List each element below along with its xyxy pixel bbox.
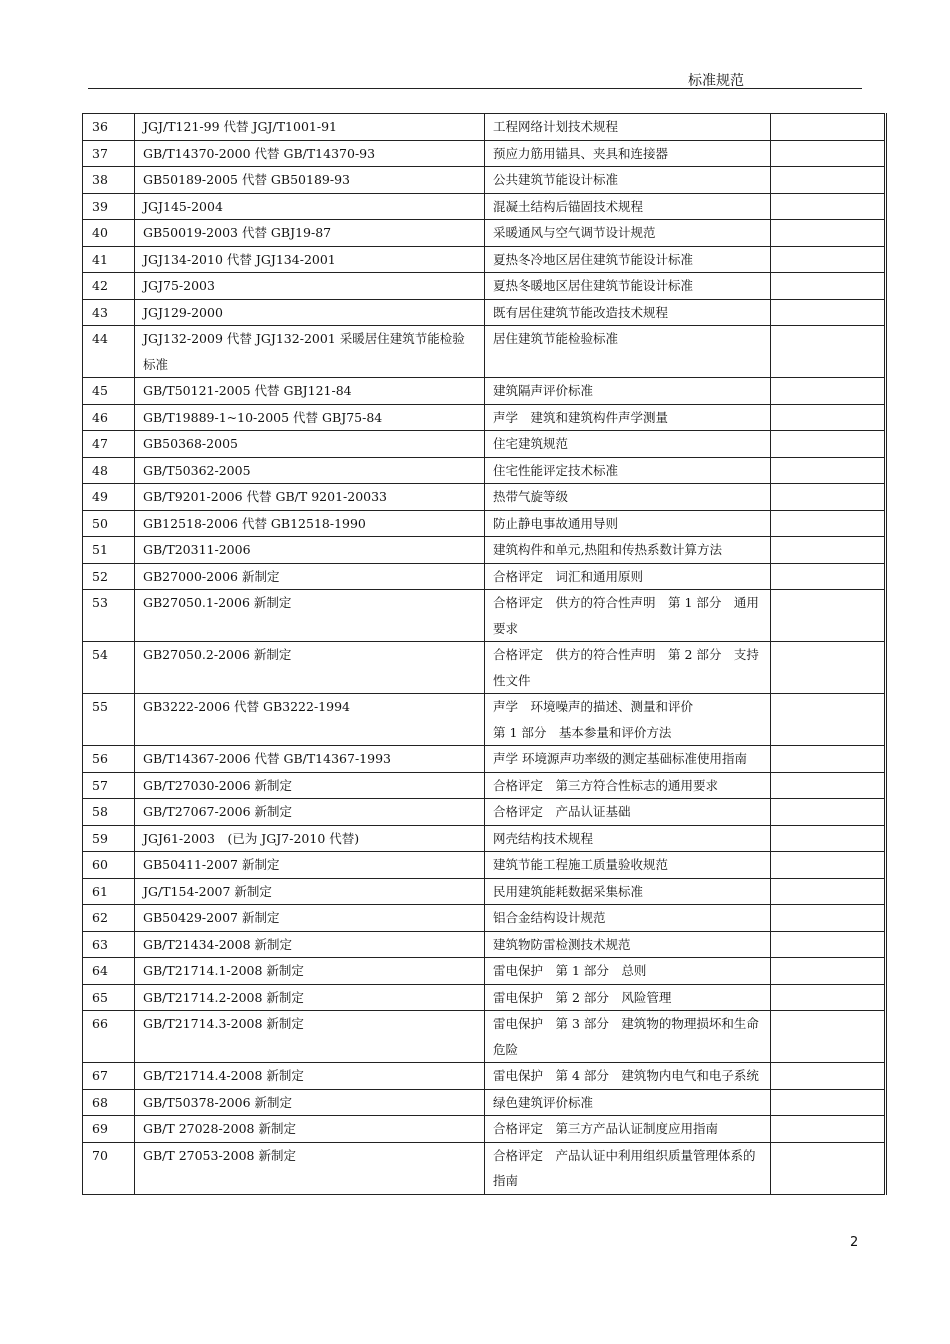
- row-number: 64: [83, 958, 135, 985]
- remarks-cell: [771, 825, 886, 852]
- table-row: [83, 1063, 886, 1090]
- remarks-cell: [771, 140, 886, 167]
- row-number: 38: [83, 167, 135, 194]
- standard-title: [485, 114, 771, 141]
- standard-code: JGJ/T121-99 代替 JGJ/T1001-91: [135, 114, 485, 141]
- row-number: 40: [83, 220, 135, 247]
- standard-code: GB/T9201-2006 代替 GB/T 9201-20033: [135, 484, 485, 511]
- table-row: [83, 220, 886, 247]
- row-number: 68: [83, 1089, 135, 1116]
- remarks-cell: [771, 1063, 886, 1090]
- standard-code: GB/T21434-2008 新制定: [135, 931, 485, 958]
- standard-title-text: 预应力筋用锚具、夹具和连接器: [493, 145, 669, 161]
- remarks-cell: [771, 772, 886, 799]
- standard-title: [485, 1142, 771, 1194]
- table-row: [83, 537, 886, 564]
- remarks-cell: [771, 193, 886, 220]
- row-number: 39: [83, 193, 135, 220]
- table-row: [83, 878, 886, 905]
- standard-title: [485, 984, 771, 1011]
- remarks-cell: [771, 931, 886, 958]
- standard-title-text: 声学 环境源声功率级的测定基础标准使用指南: [493, 751, 747, 766]
- standard-code: GB50429-2007 新制定: [135, 905, 485, 932]
- remarks-cell: [771, 484, 886, 511]
- standard-title-text: 民用建筑能耗数据采集标准: [493, 883, 644, 899]
- row-number: 48: [83, 457, 135, 484]
- standard-title-text: 既有居住建筑节能改造技术规程: [493, 304, 669, 320]
- table-row: [83, 246, 886, 273]
- standard-code: GB50019-2003 代替 GBJ19-87: [135, 220, 485, 247]
- remarks-cell: [771, 746, 886, 773]
- standard-code: JGJ129-2000: [135, 299, 485, 326]
- remarks-cell: [771, 1142, 886, 1194]
- standard-title: [485, 378, 771, 405]
- remarks-cell: [771, 563, 886, 590]
- table-row: [83, 984, 886, 1011]
- standard-title: [485, 958, 771, 985]
- standard-code: GB50411-2007 新制定: [135, 852, 485, 879]
- standard-title-text: 声学 环境噪声的描述、测量和评价: [493, 699, 694, 714]
- standard-title: [485, 299, 771, 326]
- standard-code: GB50189-2005 代替 GB50189-93: [135, 167, 485, 194]
- remarks-cell: [771, 590, 886, 642]
- row-number: 42: [83, 273, 135, 300]
- standard-title: [485, 431, 771, 458]
- standard-title: [485, 220, 771, 247]
- standard-title: [485, 590, 771, 642]
- standard-title: [485, 1011, 771, 1063]
- remarks-cell: [771, 1011, 886, 1063]
- table-row: [83, 852, 886, 879]
- table-row: [83, 484, 886, 511]
- standard-title-text: 铝合金结构设计规范: [493, 910, 606, 925]
- standard-code: GB12518-2006 代替 GB12518-1990: [135, 510, 485, 537]
- standard-title: [485, 537, 771, 564]
- standard-title: [485, 1116, 771, 1143]
- standard-title: [485, 167, 771, 194]
- standard-title-text: 绿色建筑评价标准: [493, 1094, 594, 1110]
- standard-title: [485, 510, 771, 537]
- standard-code: GB/T21714.1-2008 新制定: [135, 958, 485, 985]
- remarks-cell: [771, 273, 886, 300]
- standard-title-text: 居住建筑节能检验标准: [493, 331, 619, 346]
- standard-code: GB/T27030-2006 新制定: [135, 772, 485, 799]
- row-number: 65: [83, 984, 135, 1011]
- header-rule: [88, 88, 862, 89]
- standard-title-text: 合格评定 词汇和通用原则: [493, 568, 644, 584]
- remarks-cell: [771, 431, 886, 458]
- table-row: [83, 772, 886, 799]
- table-row: [83, 799, 886, 826]
- table-row: [83, 167, 886, 194]
- row-number: 51: [83, 537, 135, 564]
- standard-title-text: 建筑隔声评价标准: [493, 383, 594, 398]
- standard-title: [485, 484, 771, 511]
- remarks-cell: [771, 299, 886, 326]
- row-number: 43: [83, 299, 135, 326]
- standards-table-body: [83, 114, 886, 1195]
- standard-code: GB27050.2-2006 新制定: [135, 642, 485, 694]
- remarks-cell: [771, 167, 886, 194]
- standard-title: [485, 825, 771, 852]
- row-number: 63: [83, 931, 135, 958]
- standard-title-text: 合格评定 第三方产品认证制度应用指南: [493, 1121, 719, 1136]
- row-number: 70: [83, 1142, 135, 1194]
- standard-title-text: 建筑节能工程施工质量验收规范: [493, 857, 669, 872]
- row-number: 44: [83, 326, 135, 378]
- remarks-cell: [771, 246, 886, 273]
- remarks-cell: [771, 220, 886, 247]
- standard-title: [485, 931, 771, 958]
- standard-title: [485, 563, 771, 590]
- table-row: [83, 273, 886, 300]
- standard-title-text: 夏热冬暖地区居住建筑节能设计标准: [493, 278, 694, 293]
- standard-title: [485, 1063, 771, 1090]
- standard-title-text: 建筑构件和单元,热阻和传热系数计算方法: [493, 542, 722, 557]
- row-number: 60: [83, 852, 135, 879]
- standard-title: [485, 404, 771, 431]
- row-number: 46: [83, 404, 135, 431]
- remarks-cell: [771, 984, 886, 1011]
- standard-title: [485, 273, 771, 300]
- row-number: 45: [83, 378, 135, 405]
- table-row: [83, 1142, 886, 1194]
- table-row: [83, 642, 886, 694]
- table-row: [83, 326, 886, 378]
- standard-code: JGJ134-2010 代替 JGJ134-2001: [135, 246, 485, 273]
- standard-code: GB/T21714.4-2008 新制定: [135, 1063, 485, 1090]
- remarks-cell: [771, 694, 886, 746]
- standard-title-text: 雷电保护 第 1 部分 总则: [493, 963, 647, 978]
- standard-code: GB/T50121-2005 代替 GBJ121-84: [135, 378, 485, 405]
- table-row: [83, 746, 886, 773]
- remarks-cell: [771, 378, 886, 405]
- standard-title: [485, 1089, 771, 1116]
- standard-title: [485, 852, 771, 879]
- remarks-cell: [771, 326, 886, 378]
- standard-title: [485, 193, 771, 220]
- table-row: [83, 404, 886, 431]
- table-row: [83, 1011, 886, 1063]
- standard-code: GB/T14367-2006 代替 GB/T14367-1993: [135, 746, 485, 773]
- page-header-title: 标准规范: [688, 73, 744, 89]
- standard-title-text: 工程网络计划技术规程: [493, 119, 619, 134]
- standard-title-text: 雷电保护 第 4 部分 建筑物内电气和电子系统: [493, 1068, 759, 1083]
- remarks-cell: [771, 404, 886, 431]
- row-number: 61: [83, 878, 135, 905]
- remarks-cell: [771, 878, 886, 905]
- row-number: 58: [83, 799, 135, 826]
- table-row: [83, 1116, 886, 1143]
- row-number: 52: [83, 563, 135, 590]
- standard-code: GB27050.1-2006 新制定: [135, 590, 485, 642]
- table-row: [83, 563, 886, 590]
- standard-title-text: 防止静电事故通用导则: [493, 515, 619, 531]
- table-row: [83, 193, 886, 220]
- table-row: [83, 931, 886, 958]
- standard-title-text: 采暖通风与空气调节设计规范: [493, 225, 656, 240]
- standard-title-text: 雷电保护 第 3 部分 建筑物的物理损坏和生命危险: [493, 1016, 759, 1057]
- row-number: 54: [83, 642, 135, 694]
- standard-code: GB3222-2006 代替 GB3222-1994: [135, 694, 485, 746]
- standard-code: GB50368-2005: [135, 431, 485, 458]
- remarks-cell: [771, 510, 886, 537]
- standard-code: GB/T20311-2006: [135, 537, 485, 564]
- remarks-cell: [771, 852, 886, 879]
- standard-title-text: 合格评定 供方的符合性声明 第 1 部分 通用要求: [493, 595, 759, 636]
- standard-code: GB/T50378-2006 新制定: [135, 1089, 485, 1116]
- standard-code: GB/T50362-2005: [135, 457, 485, 484]
- standard-code: JGJ132-2009 代替 JGJ132-2001 采暖居住建筑节能检验标准: [135, 326, 485, 378]
- row-number: 62: [83, 905, 135, 932]
- standards-table: [82, 113, 887, 1195]
- standard-title-text: 公共建筑节能设计标准: [493, 172, 619, 187]
- standard-title-text: 混凝土结构后锚固技术规程: [493, 198, 644, 214]
- standard-title: [485, 457, 771, 484]
- table-row: [83, 958, 886, 985]
- standard-code: GB27000-2006 新制定: [135, 563, 485, 590]
- standard-title: [485, 746, 771, 773]
- standard-title: [485, 694, 771, 746]
- standard-title-text: 合格评定 供方的符合性声明 第 2 部分 支持性文件: [493, 647, 759, 688]
- table-row: [83, 905, 886, 932]
- standard-code: JGJ145-2004: [135, 193, 485, 220]
- table-row: [83, 140, 886, 167]
- row-number: 53: [83, 590, 135, 642]
- standard-title: [485, 642, 771, 694]
- remarks-cell: [771, 958, 886, 985]
- row-number: 67: [83, 1063, 135, 1090]
- remarks-cell: [771, 457, 886, 484]
- standard-title-text: 合格评定 产品认证中利用组织质量管理体系的指南: [493, 1147, 756, 1188]
- standard-title-text: 合格评定 第三方符合性标志的通用要求: [493, 777, 719, 793]
- table-row: [83, 114, 886, 141]
- standard-title-text: 网壳结构技术规程: [493, 830, 594, 846]
- standard-code: GB/T27067-2006 新制定: [135, 799, 485, 826]
- standard-title-text: 热带气旋等级: [493, 489, 569, 504]
- standard-code: GB/T 27028-2008 新制定: [135, 1116, 485, 1143]
- row-number: 47: [83, 431, 135, 458]
- row-number: 56: [83, 746, 135, 773]
- remarks-cell: [771, 1116, 886, 1143]
- row-number: 49: [83, 484, 135, 511]
- table-row: [83, 825, 886, 852]
- standard-code: GB/T 27053-2008 新制定: [135, 1142, 485, 1194]
- row-number: 59: [83, 825, 135, 852]
- table-row: [83, 1089, 886, 1116]
- table-row: [83, 694, 886, 746]
- remarks-cell: [771, 905, 886, 932]
- table-row: [83, 457, 886, 484]
- standard-code: JGJ61-2003 (已为 JGJ7-2010 代替): [135, 825, 485, 852]
- standard-code: GB/T19889-1~10-2005 代替 GBJ75-84: [135, 404, 485, 431]
- standard-code: JG/T154-2007 新制定: [135, 878, 485, 905]
- standard-title: [485, 140, 771, 167]
- table-row: [83, 590, 886, 642]
- table-row: [83, 510, 886, 537]
- standard-title: [485, 878, 771, 905]
- standard-code: GB/T21714.2-2008 新制定: [135, 984, 485, 1011]
- remarks-cell: [771, 799, 886, 826]
- remarks-cell: [771, 642, 886, 694]
- standard-title: [485, 799, 771, 826]
- remarks-cell: [771, 537, 886, 564]
- standard-title: [485, 905, 771, 932]
- standard-title-text: 夏热冬冷地区居住建筑节能设计标准: [493, 251, 694, 267]
- standard-title-text: 声学 建筑和建筑构件声学测量: [493, 409, 669, 425]
- standard-title: [485, 772, 771, 799]
- row-number: 66: [83, 1011, 135, 1063]
- standard-code: GB/T14370-2000 代替 GB/T14370-93: [135, 140, 485, 167]
- standard-title-text: 住宅建筑规范: [493, 436, 569, 451]
- row-number: 55: [83, 694, 135, 746]
- table-row: [83, 378, 886, 405]
- standard-title-text: 合格评定 产品认证基础: [493, 804, 631, 819]
- row-number: 36: [83, 114, 135, 141]
- remarks-cell: [771, 114, 886, 141]
- standard-title: [485, 246, 771, 273]
- standard-title: [485, 326, 771, 378]
- standard-title-text: 雷电保护 第 2 部分 风险管理: [493, 989, 672, 1005]
- standard-title-text: 住宅性能评定技术标准: [493, 462, 619, 478]
- table-row: [83, 431, 886, 458]
- standard-title-line2: 第 1 部分 基本参量和评价方法: [493, 724, 672, 740]
- standard-title-text: 建筑物防雷检测技术规范: [493, 936, 631, 952]
- page-number: 2: [850, 1235, 859, 1250]
- remarks-cell: [771, 1089, 886, 1116]
- table-row: [83, 299, 886, 326]
- standard-code: GB/T21714.3-2008 新制定: [135, 1011, 485, 1063]
- row-number: 69: [83, 1116, 135, 1143]
- row-number: 41: [83, 246, 135, 273]
- row-number: 37: [83, 140, 135, 167]
- row-number: 50: [83, 510, 135, 537]
- standard-code: JGJ75-2003: [135, 273, 485, 300]
- row-number: 57: [83, 772, 135, 799]
